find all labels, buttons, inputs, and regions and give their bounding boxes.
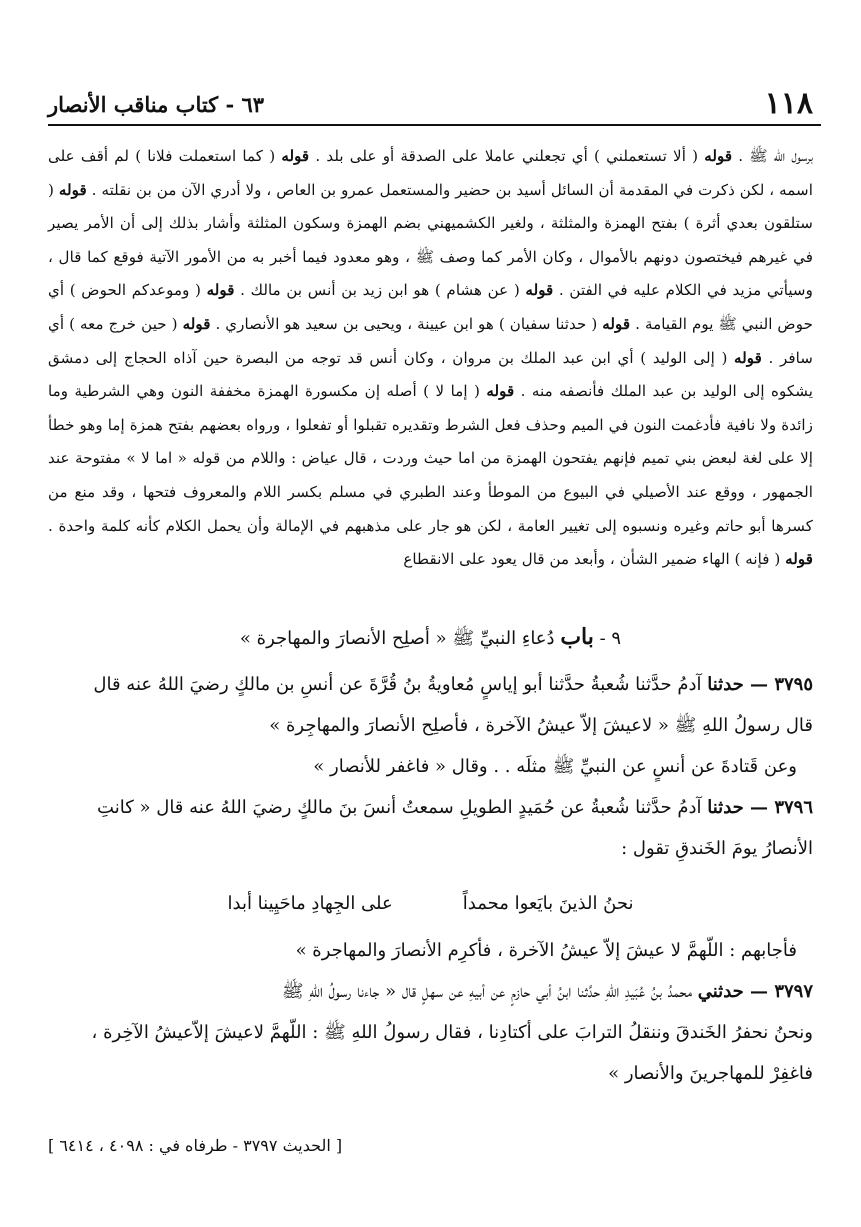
commentary-keyword: قوله bbox=[525, 281, 554, 300]
commentary-keyword: قوله bbox=[58, 180, 87, 199]
commentary-text: ( إما لا ) أصله إن مكسورة الهمزة مخففة النون وهي الشرطية وما زائدة ولا نافية فأدغمت النون في الميم وحذف فعل الشرط وتقديره تقبلوا أو تفعلوا ، ورواه بعضهم بفتح همزة إما وهو خطأ إلا على لغة لبعض بني تميم فإنهم يفتحون الهمزة من اما حيث وردت ، قال عياض : واللام من قوله « اما لا » مفتوحة عند الجمهور ، ووقع عند الأصيلي في البيوع من الموطأ وعند الطبري في مسلم بكسر اللام والمعروف فتحها ، وقد منع من كسرها أبو حاتم وغيره ونسبوه إلى تغيير العامة ، لكن هو جار على مذهبهم في الإمالة وأن يحمل الكلام كأنه كلمة واحدة . bbox=[48, 382, 813, 535]
commentary-text: ( وموعدكم الحوض ) أي حوض النبي ﷺ يوم القيامة . bbox=[48, 281, 813, 333]
hadith-marker: ٣٧٩٧ — bbox=[743, 981, 813, 1002]
hadith-footnote bbox=[48, 1136, 571, 1155]
commentary-keyword: قوله bbox=[206, 281, 235, 300]
commentary-keyword: قوله bbox=[704, 147, 733, 165]
page-header bbox=[42, 86, 819, 126]
hadith-marker: ٣٧٩٥ — bbox=[743, 674, 813, 695]
chapter-heading bbox=[48, 624, 813, 653]
hadith-line bbox=[48, 1012, 813, 1053]
hadith-line bbox=[48, 828, 813, 869]
commentary-keyword: قوله bbox=[785, 550, 813, 569]
chapter-bab: باب bbox=[560, 624, 594, 650]
commentary-block bbox=[48, 140, 813, 577]
commentary-keyword: قوله bbox=[486, 382, 515, 401]
hadith-text: فاغفِرْ للمهاجرينَ والأنصار » bbox=[608, 1063, 813, 1084]
hadith-line bbox=[48, 930, 813, 971]
commentary-text: برسول الله ﷺ . bbox=[732, 147, 813, 165]
commentary-keyword: قوله bbox=[281, 147, 310, 165]
commentary-keyword: قوله bbox=[602, 314, 631, 333]
hadith-block bbox=[48, 664, 813, 1094]
chapter-title: دُعاءِ النبيِّ ﷺ « أصلِح الأنصارَ والمهاجرة » bbox=[239, 628, 555, 649]
commentary-text: ( حدثنا سفيان ) هو ابن عيينة ، ويحيى بن سعيد هو الأنصاري . bbox=[210, 314, 603, 333]
commentary-text: ( ستلقون بعدي أثرة ) بفتح الهمزة والمثلثة ، ولغير الكشميهني بضم الهمزة وسكون المثلثة وأشار بذلك إلى أن الأمر يصير في غيرهم فيختصون دونهم بالأموال ، وكان الأمر كما وصف ﷺ ، وهو معدود فيما أخبر به من الأمور الآتية فوقع كما قال ، وسيأتي مزيد في الكلام عليه في الفتن . bbox=[48, 180, 813, 300]
book-title: ٦٣ - كتاب مناقب الأنصار bbox=[48, 92, 265, 117]
hadith-text: فأجابهم : اللّهمَّ لا عيشَ إلاّ عيشُ الآخرة ، فأكرِم الأنصارَ والمهاجرة » bbox=[295, 940, 797, 961]
hadith-line bbox=[48, 787, 813, 828]
commentary-text: ( كما استعملت فلانا ) لم أقف على اسمه ، لكن ذكرت في المقدمة أن السائل أسيد بن حضير والمستعمل عمرو بن العاص ، ولا أدري الآن من بن نقلته . bbox=[48, 147, 813, 199]
commentary-text: ( عن هشام ) هو ابن زيد بن أنس بن مالك . bbox=[234, 281, 526, 300]
hadith-text: آدمُ حدَّثنا شُعبةُ حدَّثنا أبو إياسٍ مُعاويةُ بنُ قُرَّةَ عن أنسِ بن مالكٍ رضيَ اللهُ عنه قال bbox=[93, 674, 708, 695]
chapter-number: ٩ - bbox=[599, 628, 622, 649]
commentary-keyword: قوله bbox=[734, 348, 762, 367]
commentary-text: ( إلى الوليد ) أي ابن عبد الملك بن مروان ، وكان أنس قد توجه من البصرة حين آذاه الحجاج إلى دمشق يشكوه إلى الوليد بن عبد الملك فأنصفه منه . bbox=[48, 348, 813, 401]
commentary-text: ( حين خرج معه ) أي سافر . bbox=[48, 314, 814, 367]
verse-second-hemistich: على الجِهادِ ماحَيِينا أبدا bbox=[227, 893, 393, 914]
hadith-line bbox=[48, 705, 813, 746]
header-divider bbox=[48, 124, 821, 126]
commentary-keyword: قوله bbox=[182, 314, 211, 333]
hadith-text: محمدُ بنُ عُبَيدِ اللهِ حدَّثنا ابنُ أبي حازمٍ عن أبيهِ عن سهلٍ قال « جاءنا رسولُ اللهِ ﷺ bbox=[281, 981, 698, 1002]
hadith-lines bbox=[48, 664, 813, 869]
hadith-lines bbox=[48, 930, 813, 1094]
commentary-paragraph bbox=[48, 140, 813, 577]
hadith-marker: حدثني bbox=[697, 981, 744, 1002]
commentary-text: ( فإنه ) الهاء ضمير الشأن ، وأبعد من قال يعود على الانقطاع bbox=[403, 550, 786, 569]
footnote-text: [ الحديث ٣٧٩٧ - طرفاه في : ٤٠٩٨ ، ٦٤١٤ ] bbox=[48, 1136, 343, 1155]
hadith-line bbox=[48, 1053, 813, 1094]
commentary-text: ( ألا تستعملني ) أي تجعلني عاملا على الصدقة أو على بلد . bbox=[309, 147, 705, 165]
hadith-text: قال رسولُ اللهِ ﷺ « لاعيشَ إلاّ عيشُ الآخرة ، فأصلِح الأنصارَ والمهاجِرة » bbox=[269, 715, 813, 736]
hadith-text: الأنصارُ يومَ الخَندقِ تقول : bbox=[621, 838, 813, 859]
hadith-text: آدمُ حدَّثنا شُعبةُ عن حُمَيدٍ الطويلِ سمعتُ أنسَ بنَ مالكٍ رضيَ اللهُ عنه قال « كانتِ bbox=[97, 797, 708, 818]
poem-verse bbox=[48, 883, 813, 924]
verse-first-hemistich: نحنُ الذينَ بايَعوا محمداً bbox=[462, 893, 634, 914]
hadith-marker: حدثنا bbox=[707, 674, 744, 695]
hadith-line bbox=[48, 746, 813, 787]
page-number: ١١٨ bbox=[764, 86, 813, 121]
hadith-line bbox=[48, 971, 813, 1012]
hadith-marker: ٣٧٩٦ — bbox=[743, 797, 813, 818]
hadith-line bbox=[48, 664, 813, 705]
hadith-marker: حدثنا bbox=[707, 797, 744, 818]
hadith-text: ونحنُ نحفرُ الخَندقَ وننقلُ الترابَ على أكتادِنا ، فقال رسولُ اللهِ ﷺ : اللّهمَّ لاعيشَ إلاّعيشُ الآخِرة ، bbox=[91, 1022, 813, 1043]
hadith-text: وعن قَتادةَ عن أنسٍ عن النبيِّ ﷺ مثلَه . . وقال « فاغفر للأنصار » bbox=[313, 756, 797, 777]
